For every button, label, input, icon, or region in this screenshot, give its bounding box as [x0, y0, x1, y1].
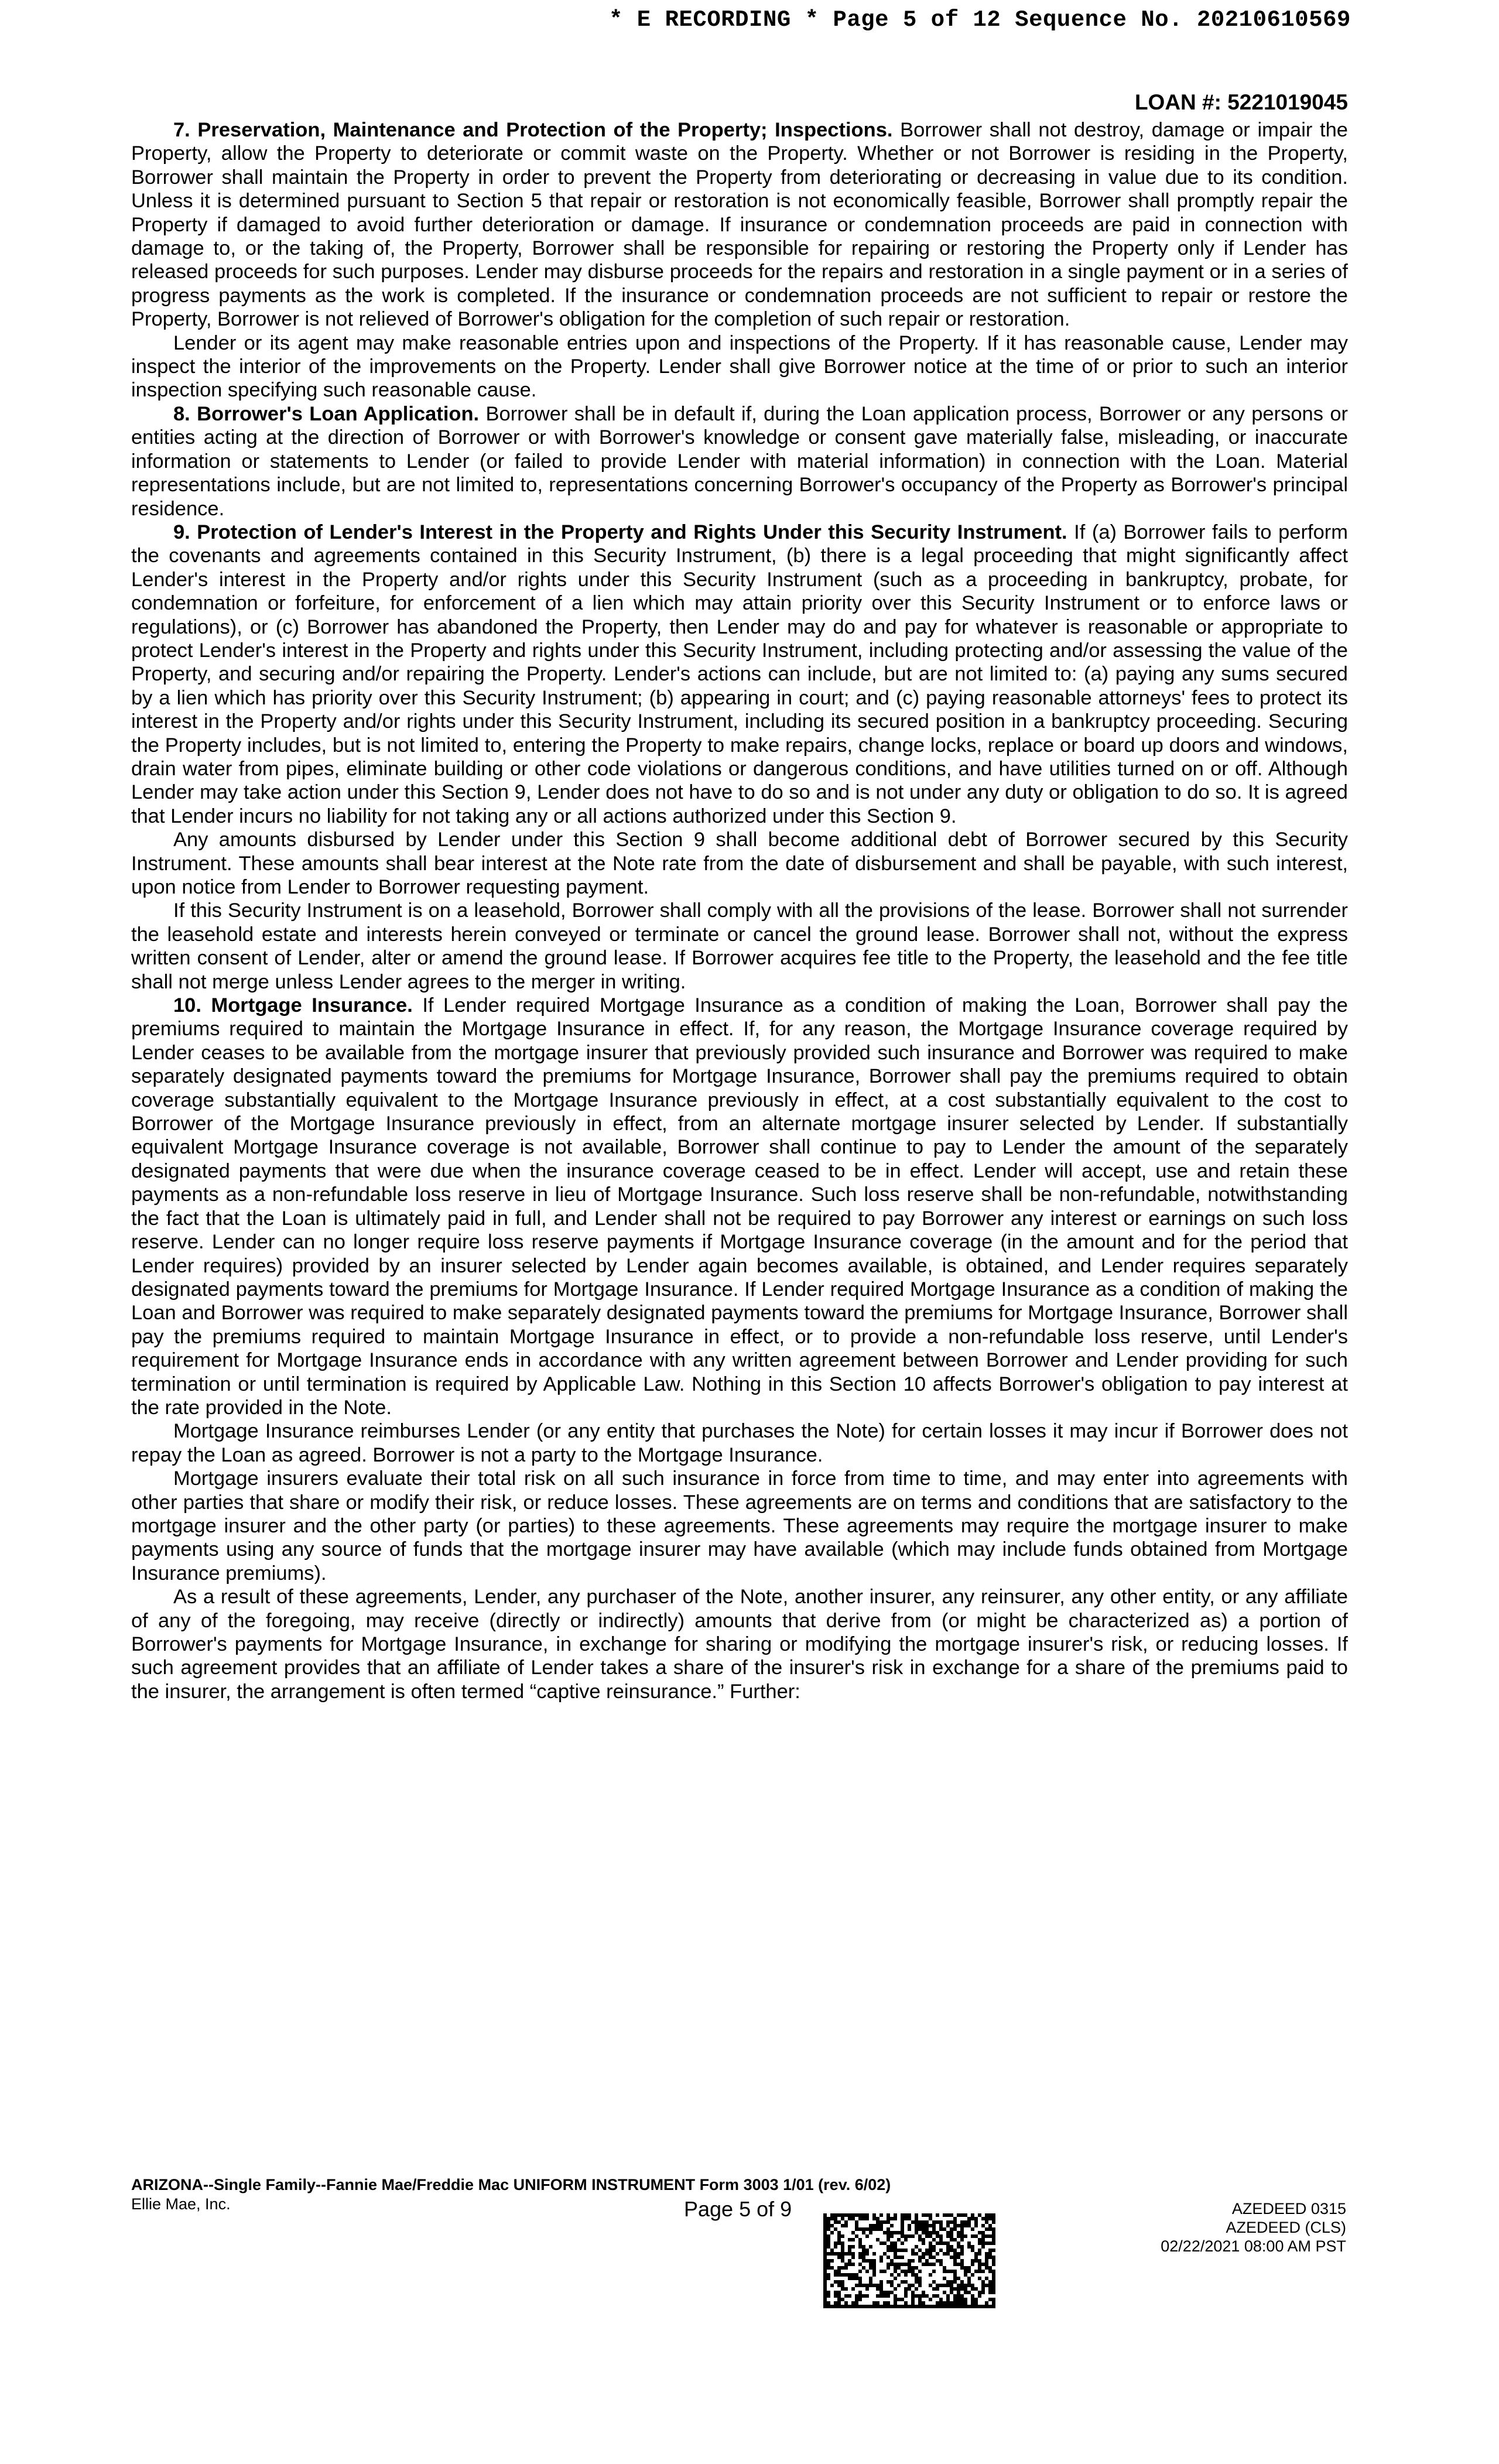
section-7-paragraph — [131, 118, 1348, 331]
section-10-agreements-paragraph: As a result of these agreements, Lender, any purchaser of the Note, another insurer, any reinsurer, any other entity, or any affiliate of any of the foregoing, may receive (directly or indirectly) amounts that derive from (or might be characterized as) a portion of Borrower's payments for Mortgage Insurance, in exchange for sharing or modifying the mortgage insurer's risk, or reducing losses. If such agreement provides that an affiliate of Lender takes a share of the insurer's risk in exchange for a share of the premiums paid to the insurer, the arrangement is often termed “captive reinsurance.” Further: — [131, 1586, 1348, 1703]
section-10-insurers-paragraph: Mortgage insurers evaluate their total risk on all such insurance in force from time to time, and may enter into agreements with other parties that share or modify their risk, or reduce losses. These agreements are on terms and conditions that are satisfactory to the mortgage insurer and the other party (or parties) to these agreements. These agreements may require the mortgage insurer to make payments using any source of funds that the mortgage insurer may have available (which may include funds obtained from Mortgage Insurance premiums). — [131, 1467, 1348, 1585]
barcode-icon — [823, 2213, 997, 2311]
recording-header: * E RECORDING * Page 5 of 12 Sequence No. 20210610569 — [609, 7, 1351, 33]
loan-number: LOAN #: 5221019045 — [1134, 90, 1348, 114]
section-10-paragraph — [131, 994, 1348, 1419]
page-number: Page 5 of 9 — [684, 2197, 792, 2221]
form-identifier: ARIZONA--Single Family--Fannie Mae/Freddie Mac UNIFORM INSTRUMENT Form 3003 1/01 (rev. 6/02) — [131, 2176, 891, 2193]
doc-timestamp: 02/22/2021 08:00 AM PST — [1161, 2237, 1346, 2255]
section-8-text: Borrower shall be in default if, during the Loan application process, Borrower or any persons or entities acting at the direction of Borrower or with Borrower's knowledge or consent gave materially false, misleading, or inaccurate information or statements to Lender (or failed to provide Lender with material information) in connection with the Loan. Material representations include, but are not limited to, representations concerning Borrower's occupancy of the Property as Borrower's principal residence. — [131, 402, 1348, 520]
section-8-paragraph — [131, 402, 1348, 521]
doc-code: AZEDEED 0315 — [1231, 2200, 1346, 2217]
section-7-heading: 7. Preservation, Maintenance and Protection of the Property; Inspections. — [173, 119, 893, 141]
section-9-leasehold-paragraph: If this Security Instrument is on a leasehold, Borrower shall comply with all the provisions of the lease. Borrower shall not surrender the leasehold estate and interests herein conveyed or terminate or cancel the ground lease. Borrower shall not, without the express written consent of Lender, alter or amend the ground lease. If Borrower acquires fee title to the Property, the leasehold and the fee title shall not merge unless Lender agrees to the merger in writing. — [131, 899, 1348, 993]
section-7-text: Borrower shall not destroy, damage or impair the Property, allow the Property to deteriorate or commit waste on the Property. Whether or not Borrower is residing in the Property, Borrower shall maintain the Property in order to prevent the Property from deteriorating or decreasing in value due to its condition. Unless it is determined pursuant to Section 5 that repair or restoration is not economically feasible, Borrower shall promptly repair the Property if damaged to avoid further deterioration or damage. If insurance or condemnation proceeds are paid in connection with damage to, or the taking of, the Property, Borrower shall be responsible for repairing or restoring the Property only if Lender has released proceeds for such purposes. Lender may disburse proceeds for the repairs and restoration in a single payment or in a series of progress payments as the work is completed. If the insurance or condemnation proceeds are not sufficient to repair or restore the Property, Borrower is not relieved of Borrower's obligation for the completion of such repair or restoration. — [131, 119, 1348, 331]
section-10-text: If Lender required Mortgage Insurance as a condition of making the Loan, Borrower shall pay the premiums required to maintain the Mortgage Insurance in effect. If, for any reason, the Mortgage Insurance coverage required by Lender ceases to be available from the mortgage insurer that previously provided such insurance and Borrower was required to make separately designated payments toward the premiums for Mortgage Insurance, Borrower shall pay the premiums required to obtain coverage substantially equivalent to the Mortgage Insurance previously in effect, at a cost substantially equivalent to the cost to Borrower of the Mortgage Insurance previously in effect, from an alternate mortgage insurer selected by Lender. If substantially equivalent Mortgage Insurance coverage is not available, Borrower shall continue to pay to Lender the amount of the separately designated payments that were due when the insurance coverage ceased to be in effect. Lender will accept, use and retain these payments as a non-refundable loss reserve in lieu of Mortgage Insurance. Such loss reserve shall be non-refundable, notwithstanding the fact that the Loan is ultimately paid in full, and Lender shall not be required to pay Borrower any interest or earnings on such loss reserve. Lender can no longer require loss reserve payments if Mortgage Insurance coverage (in the amount and for the period that Lender requires) provided by an insurer selected by Lender again becomes available, is obtained, and Lender requires separately designated payments toward the premiums for Mortgage Insurance. If Lender required Mortgage Insurance as a condition of making the Loan and Borrower was required to make separately designated payments toward the premiums for Mortgage Insurance, Borrower shall pay the premiums required to maintain Mortgage Insurance in effect, or to provide a non-refundable loss reserve, until Lender's requirement for Mortgage Insurance ends in accordance with any written agreement between Borrower and Lender providing for such termination or until termination is required by Applicable Law. Nothing in this Section 10 affects Borrower's obligation to pay interest at the rate provided in the Note. — [131, 994, 1348, 1419]
document-body — [131, 118, 1348, 1703]
section-7-inspection-paragraph: Lender or its agent may make reasonable entries upon and inspections of the Property. If it has reasonable cause, Lender may inspect the interior of the improvements on the Property. Lender shall give Borrower notice at the time of or prior to such an interior inspection specifying such reasonable cause. — [131, 331, 1348, 402]
section-10-heading: 10. Mortgage Insurance. — [173, 994, 413, 1017]
section-10-reimbursement-paragraph: Mortgage Insurance reimburses Lender (or any entity that purchases the Note) for certain losses it may incur if Borrower does not repay the Loan as agreed. Borrower is not a party to the Mortgage Insurance. — [131, 1420, 1348, 1466]
doc-code-cls: AZEDEED (CLS) — [1226, 2219, 1346, 2236]
section-9-text: If (a) Borrower fails to perform the covenants and agreements contained in this Security Instrument, (b) there is a legal proceeding that might significantly affect Lender's interest in the Property and/or rights under this Security Instrument (such as a proceeding in bankruptcy, probate, for condemnation or forfeiture, for enforcement of a lien which may attain priority over this Security Instrument or to enforce laws or regulations), or (c) Borrower has abandoned the Property, then Lender may do and pay for whatever is reasonable or appropriate to protect Lender's interest in the Property and rights under this Security Instrument, including protecting and/or assessing the value of the Property, and securing and/or repairing the Property. Lender's actions can include, but are not limited to: (a) paying any sums secured by a lien which has priority over this Security Instrument; (b) appearing in court; and (c) paying reasonable attorneys' fees to protect its interest in the Property and/or rights under this Security Instrument, including its secured position in a bankruptcy proceeding. Securing the Property includes, but is not limited to, entering the Property to make repairs, change locks, replace or board up doors and windows, drain water from pipes, eliminate building or other code violations or dangerous conditions, and have utilities turned on or off. Although Lender may take action under this Section 9, Lender does not have to do so and is not under any duty or obligation to do so. It is agreed that Lender incurs no liability for not taking any or all actions authorized under this Section 9. — [131, 521, 1348, 827]
company-name: Ellie Mae, Inc. — [131, 2195, 231, 2213]
section-8-heading: 8. Borrower's Loan Application. — [173, 402, 480, 425]
section-9-disbursement-paragraph: Any amounts disbursed by Lender under this Section 9 shall become additional debt of Borrower secured by this Security Instrument. These amounts shall bear interest at the Note rate from the date of disbursement and shall be payable, with such interest, upon notice from Lender to Borrower requesting payment. — [131, 829, 1348, 898]
section-9-paragraph — [131, 521, 1348, 828]
section-9-heading: 9. Protection of Lender's Interest in the Property and Rights Under this Security Instrument. — [173, 521, 1067, 543]
footer-doc-codes — [1161, 2199, 1346, 2256]
